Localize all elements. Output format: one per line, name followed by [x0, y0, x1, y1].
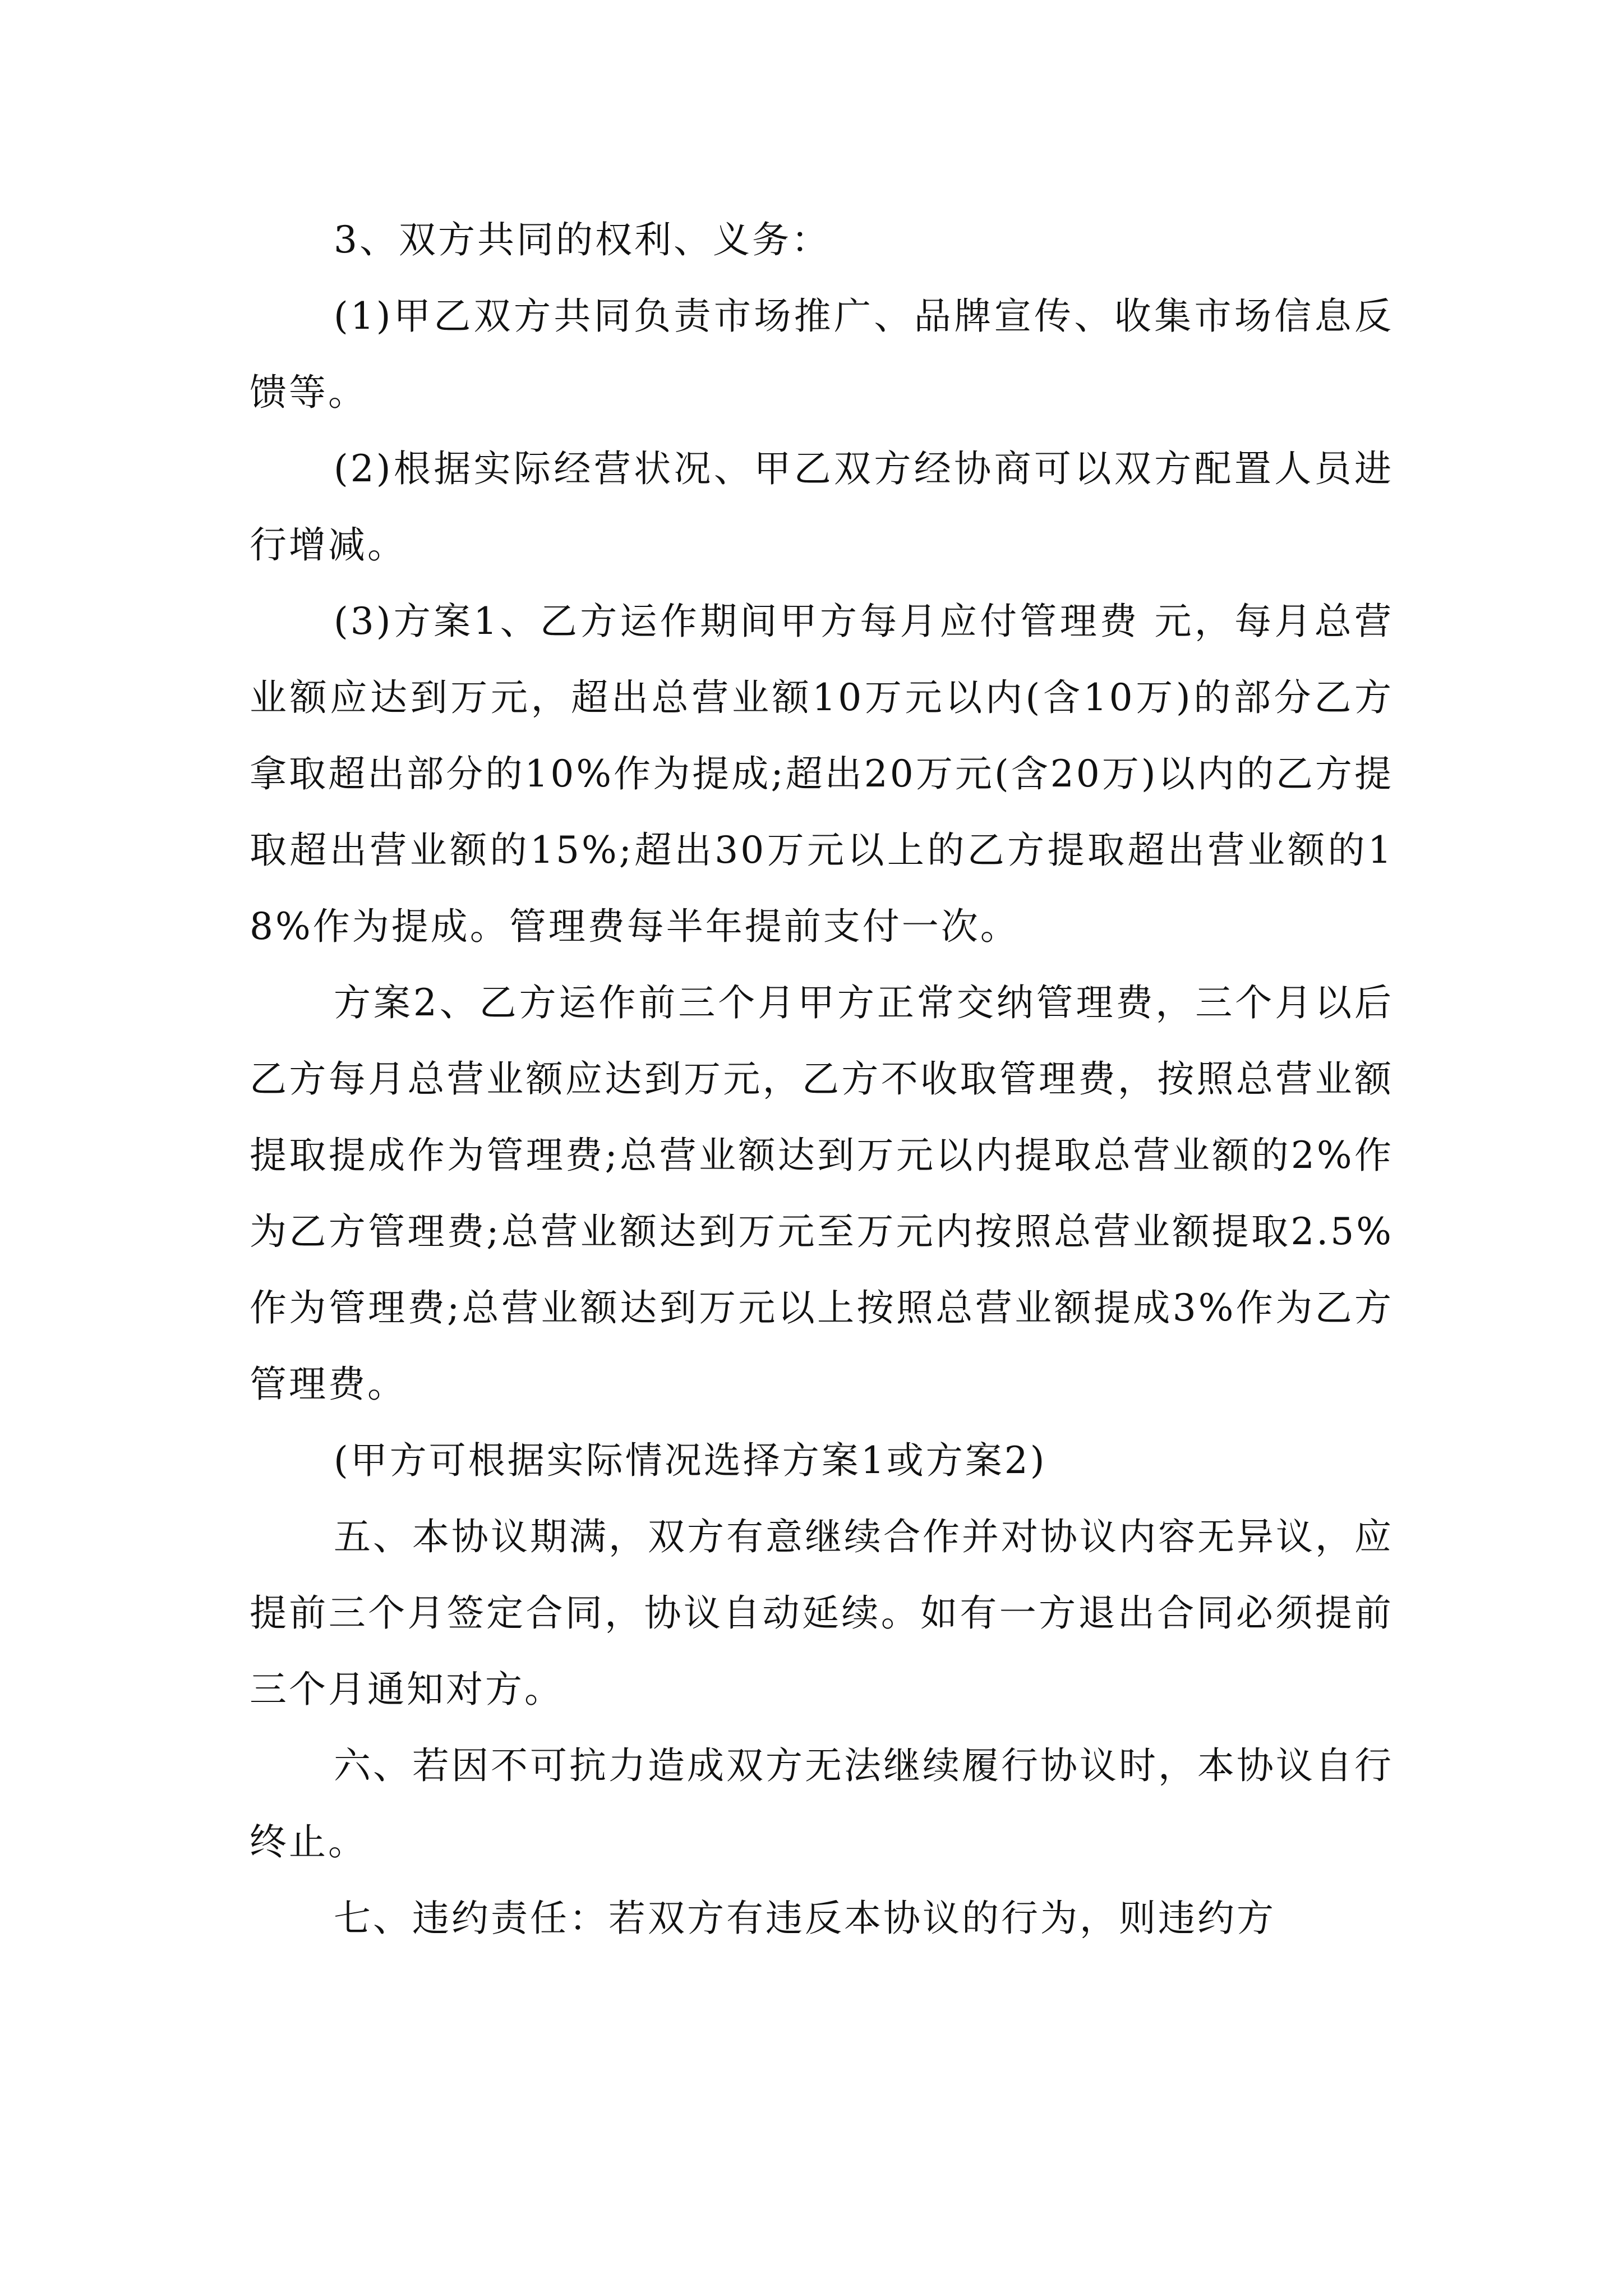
agreement-text: [250, 202, 1394, 1957]
paragraph-clause-2: (2)根据实际经营状况、甲乙双方经协商可以双方配置人员进行增减。: [250, 447, 1394, 567]
paragraph-clause-3-plan-1: (3)方案1、乙方运作期间甲方每月应付管理费 元，每月总营业额应达到万元，超出总营业额10万元以内(含10万)的部分乙方拿取超出部分的10%作为提成;超出20万元(含20万)以内的乙方提取超出营业额的15%;超出30万元以上的乙方提取超出营业额的18%作为提成。管理费每半年提前支付一次。: [250, 600, 1394, 948]
paragraph-section-6-force-majeure: 六、若因不可抗力造成双方无法继续履行协议时，本协议自行终止。: [250, 1744, 1394, 1864]
paragraph-section-5-renewal: 五、本协议期满，双方有意继续合作并对协议内容无异议，应提前三个月签定合同，协议自动延续。如有一方退出合同必须提前三个月通知对方。: [250, 1515, 1394, 1711]
paragraph-plan-2: 方案2、乙方运作前三个月甲方正常交纳管理费，三个月以后乙方每月总营业额应达到万元，乙方不收取管理费，按照总营业额提取提成作为管理费;总营业额达到万元以内提取总营业额的2%作为乙方管理费;总营业额达到万元至万元内按照总营业额提取2.5%作为管理费;总营业额达到万元以上按照总营业额提成3%作为乙方管理费。: [250, 981, 1394, 1406]
paragraph-section-7-breach: 七、违约责任：若双方有违反本协议的行为，则违约方: [334, 1897, 1276, 1940]
paragraph-clause-1: (1)甲乙双方共同负责市场推广、品牌宣传、收集市场信息反馈等。: [250, 295, 1394, 414]
paragraph-rights-obligations-heading: 3、双方共同的权利、义务：: [334, 218, 831, 261]
paragraph-plan-choice-note: (甲方可根据实际情况选择方案1或方案2): [334, 1439, 1047, 1482]
